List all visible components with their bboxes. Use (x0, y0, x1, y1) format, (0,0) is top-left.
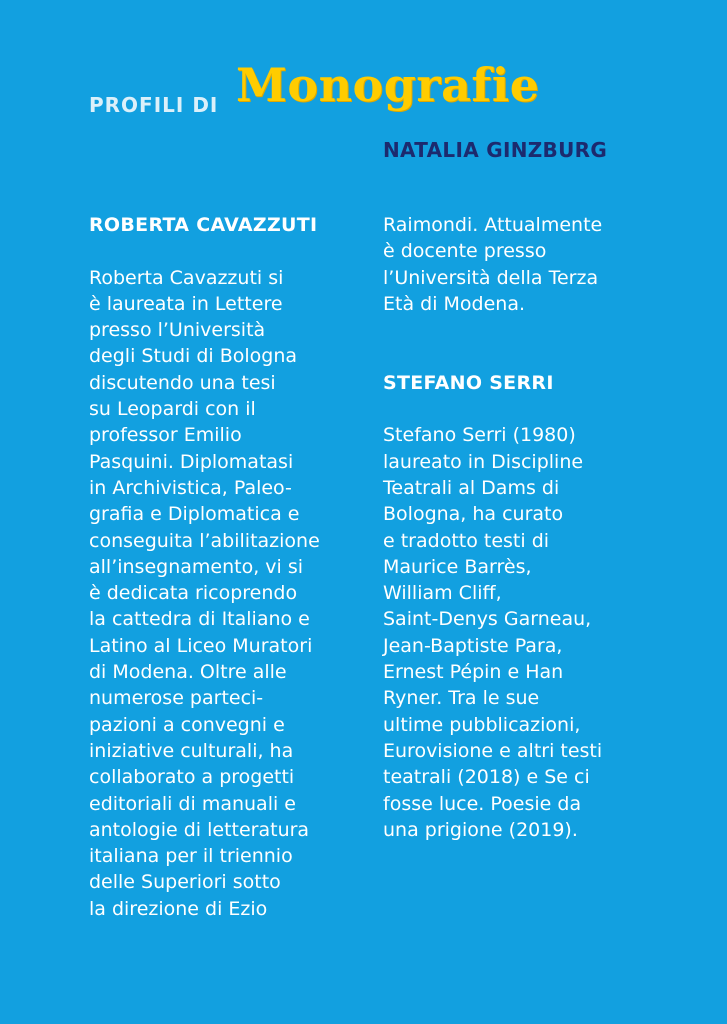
bio-line: William Cliff, (383, 582, 502, 605)
bio-line: grafia e Diplomatica e (89, 503, 300, 526)
series-prefix: PROFILI DI (89, 93, 219, 117)
bio-line: presso l’Università (89, 319, 266, 342)
author-name-serri: STEFANO SERRI (383, 371, 554, 394)
bio-line: numerose parteci- (89, 687, 264, 710)
bio-line: teatrali (2018) e Se ci (383, 766, 590, 789)
bio-line: Maurice Barrès, (383, 555, 532, 578)
bio-line: Ernest Pépin e Han (383, 661, 564, 684)
bio-line: italiana per il triennio (89, 845, 293, 868)
bio-line: degli Studi di Bologna (89, 345, 298, 368)
bio-line: Teatrali al Dams di (383, 476, 560, 499)
bio-line: di Modena. Oltre alle (89, 661, 287, 684)
bio-line: antologie di letteratura (89, 818, 310, 841)
author-name-cavazzuti: ROBERTA CAVAZZUTI (89, 214, 318, 236)
author-bio-cavazzuti (89, 265, 374, 922)
bio-line: Latino al Liceo Muratori (89, 634, 313, 657)
bio-line: Roberta Cavazzuti si (89, 266, 284, 289)
bio-line: Stefano Serri (1980) (383, 424, 576, 447)
bio-line: all’insegnamento, vi si (89, 555, 304, 578)
bio-line: è dedicata ricoprendo (89, 582, 298, 605)
author-bio-serri (383, 422, 673, 843)
bio-line: su Leopardi con il (89, 398, 256, 421)
bio-line: una prigione (2019). (383, 818, 578, 841)
bio-line: Saint-Denys Garneau, (383, 608, 592, 631)
bio-line: in Archivistica, Paleo- (89, 476, 292, 499)
bio-line: è laureata in Lettere (89, 292, 283, 315)
bio-line: Pasquini. Diplomatasi (89, 450, 294, 473)
bio-line: iniziative culturali, ha (89, 739, 294, 762)
bio-line: pazioni a convegni e (89, 713, 285, 736)
bio-line: collaborato a progetti (89, 766, 295, 789)
bio-line: e tradotto testi di (383, 529, 550, 552)
bio-line: Ryner. Tra le sue (383, 687, 540, 710)
bio-line: professor Emilio (89, 424, 242, 447)
author-bio-cavazzuti-continued (383, 212, 673, 317)
bio-line: fosse luce. Poesie da (383, 792, 582, 815)
bio-line: laureato in Discipline (383, 450, 584, 473)
right-column (383, 212, 673, 843)
bio-line: conseguita l’abilitazione (89, 529, 320, 552)
bio-line: delle Superiori sotto (89, 871, 281, 894)
bio-line: Bologna, ha curato (383, 503, 564, 526)
series-title: Monografie (236, 58, 540, 112)
left-column (89, 212, 374, 922)
bio-line: la cattedra di Italiano e (89, 608, 310, 631)
bio-line: editoriali di manuali e (89, 792, 296, 815)
bio-line: Eurovisione e altri testi (383, 739, 603, 762)
bio-line: Età di Modena. (383, 292, 526, 315)
bio-line: la direzione di Ezio (89, 897, 268, 920)
bio-line: Jean-Baptiste Para, (383, 634, 563, 657)
bio-line: ultime pubblicazioni, (383, 713, 581, 736)
bio-line: discutendo una tesi (89, 371, 276, 394)
bio-line: l’Università della Terza (383, 266, 599, 289)
book-author: NATALIA GINZBURG (383, 138, 608, 162)
bio-line: è docente presso (383, 240, 547, 263)
bio-line: Raimondi. Attualmente (383, 214, 603, 236)
